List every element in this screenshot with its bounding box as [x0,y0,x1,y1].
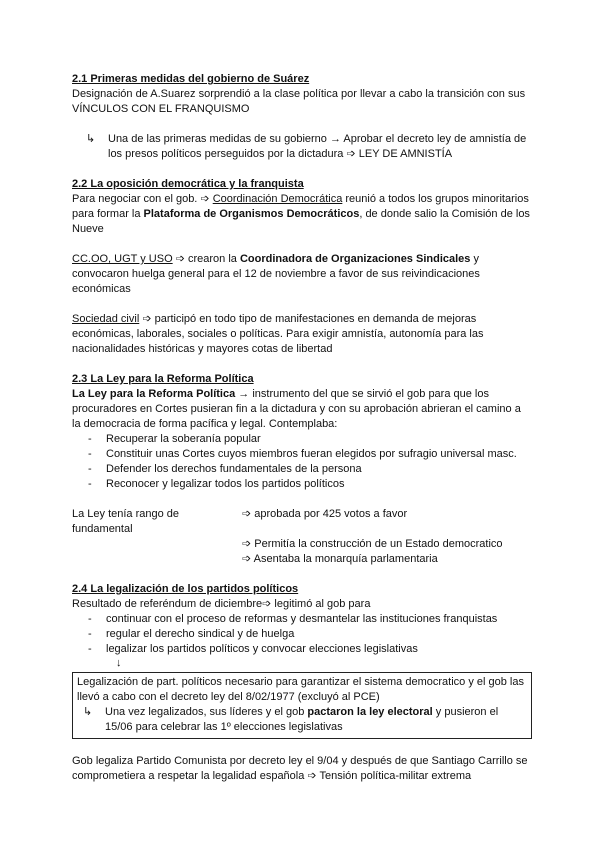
list-item: - Constituir unas Cortes cuyos miembros fueran elegidos por sufragio universal masc. [88,448,517,460]
list-item: - Defender los derechos fundamentales de la persona [88,463,362,475]
section-2-4-final-paragraph: Gob legaliza Partido Comunista por decreto ley el 9/04 y después de que Santiago Carrillo se comprometiera a respetar la legalidad española ➩ Tensión política-militar extrema [72,755,528,782]
list-item: - legalizar los partidos políticos y convocar elecciones legislativas [88,643,418,655]
section-2-4-title: 2.4 La legalización de los partidos políticos [72,583,299,595]
list-item: - Reconocer y legalizar todos los partidos políticos [88,478,345,490]
box-subpoint [83,705,527,735]
ley-rango-point-2: ➩ Permitía la construcción de un Estado democratico [242,538,503,550]
section-2-1-title: 2.1 Primeras medidas del gobierno de Suárez [72,73,310,85]
legalization-box [72,672,532,739]
section-2-3-list [72,432,532,492]
section-2-2-paragraph-2: CC.OO, UGT y USO ➩ crearon la Coordinadora de Organizaciones Sindicales y convocaron huelga general para el 12 de noviembre a favor de sus reivindicaciones económicas [72,253,480,295]
document-page [72,72,532,784]
section-2-3-title: 2.3 La Ley para la Reforma Política [72,373,254,385]
box-subpoint-text: Una vez legalizados, sus líderes y el gob pactaron la ley electoral y pusieron el 15/06 para celebrar las 1º elecciones legislativas [105,706,499,733]
section-2-2-title: 2.2 La oposición democrática y la franquista [72,178,304,190]
return-arrow-icon: ↳ [83,706,93,718]
list-item: - Recuperar la soberanía popular [88,433,261,445]
list-item: - continuar con el proceso de reformas y desmantelar las instituciones franquistas [88,613,498,625]
ley-rango-point-3: ➩ Asentaba la monarquía parlamentaria [242,553,438,565]
down-arrow-icon: ↓ [116,657,122,669]
ley-rango-point-1: ➩ aprobada por 425 votos a favor [242,508,408,520]
ley-rango-label: La Ley tenía rango de fundamental [72,508,180,535]
section-2-2-paragraph-1: Para negociar con el gob. ➩ Coordinación Democrática reunió a todos los grupos minoritarios para formar la Plataforma de Organismos Democráticos, de donde salio la Comisión de los Nueve [72,193,530,235]
subpoint-text: Una de las primeras medidas de su gobierno → Aprobar el decreto ley de amnistía de los presos políticos perseguidos por la dictadura ➩ LEY DE AMNISTÍA [108,133,527,160]
section-2-4-list [72,612,532,657]
section-2-2-paragraph-3: Sociedad civil ➩ participó en todo tipo de manifestaciones en demanda de mejoras económicas, laborales, sociales o políticas. Para exigir amnistía, autonomía para las nacionalidades históricas y mayores cotas de libertad [72,313,484,355]
return-arrow-icon: ↳ [86,133,96,145]
section-2-3-paragraph: La Ley para la Reforma Política → instrumento del que se sirvió el gob para que los procuradores en Cortes pusieran fin a la dictadura y con su aprobación abrieran el camino a la democracia de forma pacífica y legal. Contemplaba: [72,388,521,430]
ley-rango-row [72,507,532,537]
section-2-4-paragraph: Resultado de referéndum de diciembre➩ legitimó al gob para [72,598,371,610]
box-paragraph: Legalización de part. políticos necesario para garantizar el sistema democratico y el gob las llevó a cabo con el decreto ley del 8/02/1977 (excluyó al PCE) [77,676,524,703]
list-item: - regular el derecho sindical y de huelga [88,628,295,640]
section-2-1-subpoint [86,132,532,162]
section-2-1-paragraph: Designación de A.Suarez sorprendió a la clase política por llevar a cabo la transición con sus VÍNCULOS CON EL FRANQUISMO [72,88,526,115]
